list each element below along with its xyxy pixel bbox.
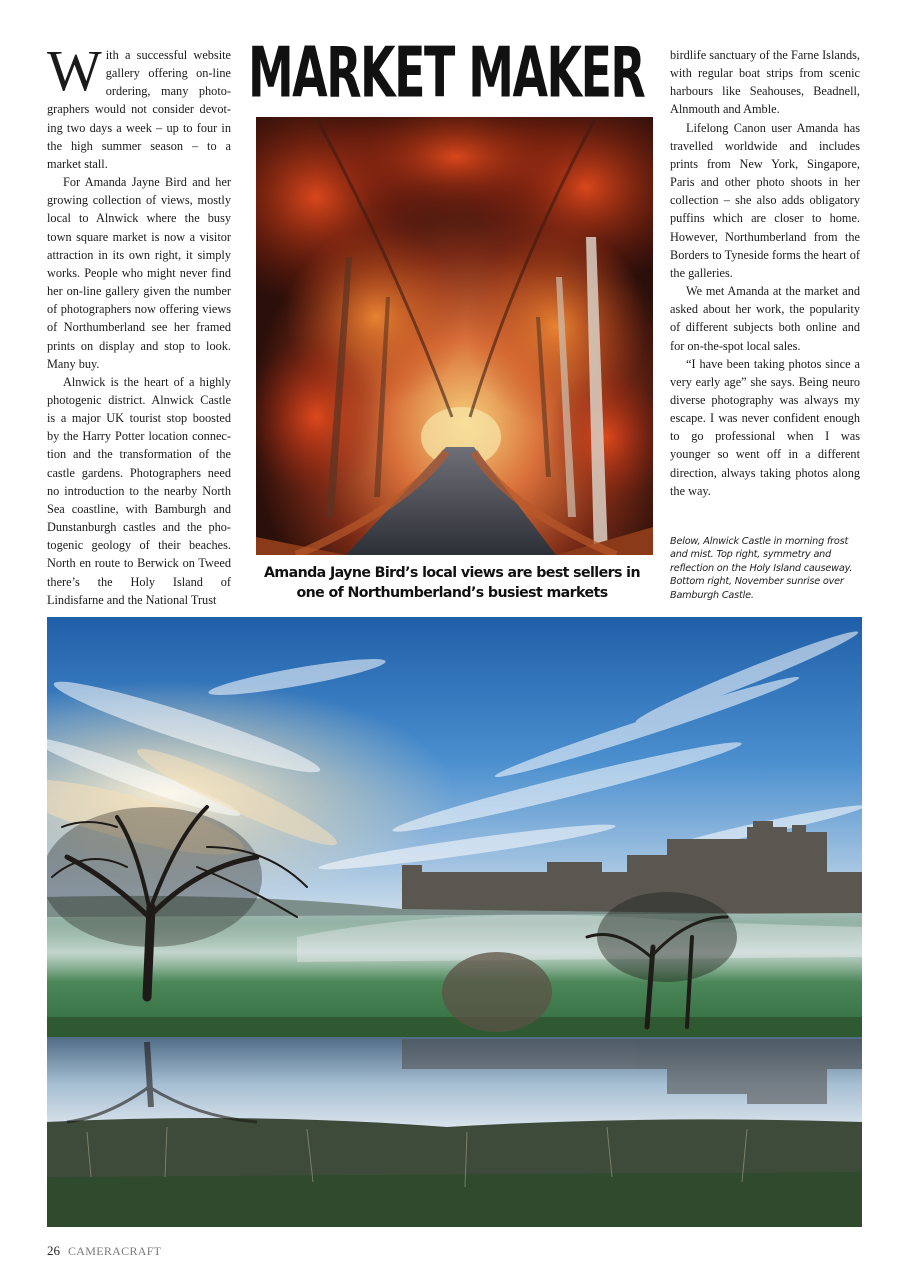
- body-paragraph: Alnwick is the heart of a highly photogenic district. Alnwick Castle is a major UK tourist stop boosted by the Harry Potter location connection and the transformation of the castle gardens. Photographers need no introduction to the nearby North Sea coastline, with Bamburgh and Dunstanburgh castles and the photogenic geology of their beaches. North en route to Berwick on Tweed there’s the Holy Island of Lindisfarne and the National Trust: [47, 374, 231, 607]
- body-paragraph: For Amanda Jayne Bird and her growing collection of views, mostly local to Alnwick where the busy town square market is now a visitor attraction in its own right, it simply works. People who might never find her on-line gallery given the number of photographers now offering views of Northumberland see her framed prints on display and stop to look. Many buy.: [47, 175, 231, 371]
- drop-cap: W: [47, 38, 102, 103]
- body-paragraph: We met Amanda at the market and asked about her work, the popularity of different subjects both online and for on-the-spot local sales.: [670, 284, 860, 353]
- article-headline: MARKET MAKER: [248, 31, 645, 114]
- magazine-logo: CAMERACRAFT: [68, 1243, 162, 1258]
- alnwick-castle-photo: [47, 617, 862, 1227]
- body-paragraph: ith a successful website gallery offering on-line ordering, many photographers would not consider devoting two days a week – up to four in the high summer season – to a market stall.: [47, 48, 231, 171]
- right-column: [670, 46, 860, 500]
- page-footer: [47, 1240, 161, 1262]
- body-paragraph: Lifelong Canon user Amanda has travelled worldwide and includes prints from New York, Singapore, Paris and other photo shoots in her collection – she also adds obligatory puffins which are closer to home. However, Northumberland from the Borders to Tyneside forms the heart of the galleries.: [670, 120, 860, 280]
- body-paragraph: birdlife sanctuary of the Farne Islands, with regular boat strips from scenic harbours like Seahouses, Beadnell, Alnmouth and Amble.: [670, 48, 860, 117]
- body-paragraph: “I have been taking photos since a very early age” she says. Being neuro diverse photography was always my escape. I was never confident enough to go professional when I was younger so went off in a different direction, always taking photos along the way.: [670, 356, 860, 498]
- main-photo-caption: Amanda Jayne Bird’s local views are best sellers in one of Northumberland’s busiest markets: [264, 565, 640, 601]
- side-photo-caption: Below, Alnwick Castle in morning frost and mist. Top right, symmetry and reflection on the Holy Island causeway. Bottom right, November sunrise over Bamburgh Castle.: [670, 536, 853, 601]
- left-column: [47, 38, 231, 609]
- page-number: 26: [47, 1243, 60, 1258]
- autumn-road-photo: [256, 117, 653, 555]
